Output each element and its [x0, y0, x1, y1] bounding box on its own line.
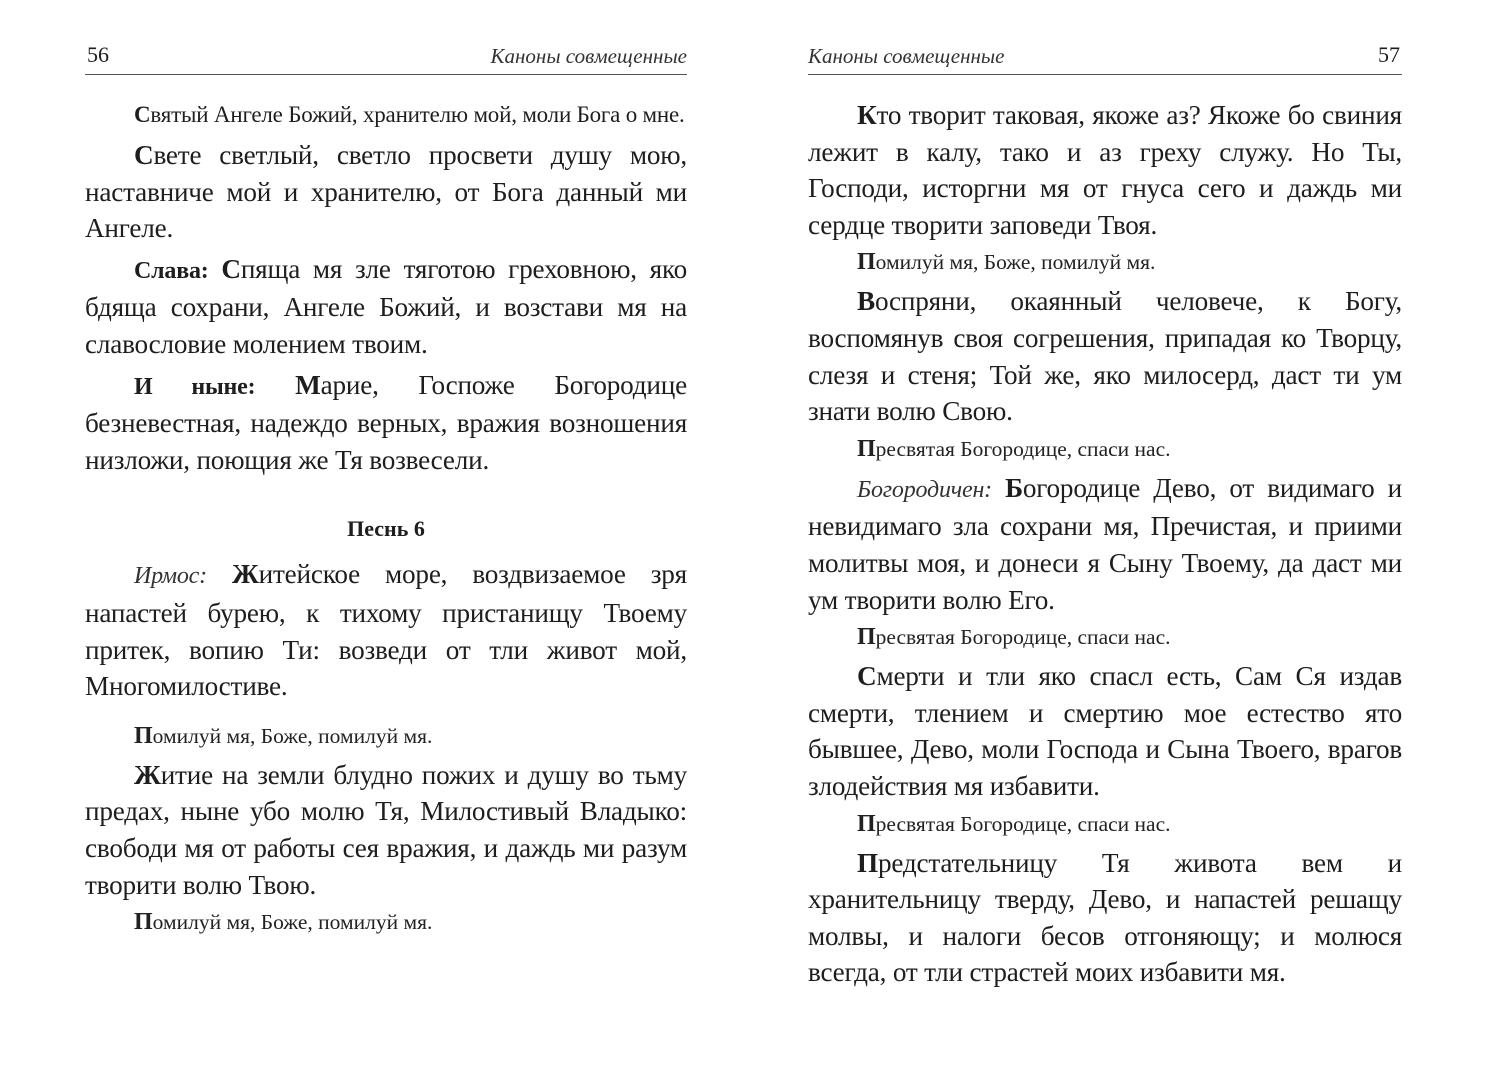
paragraph-text: пяща мя зле тяготою греховною, яко бдяща сохрани, Ангеле Божий, и возстави мя на славословие молением твоим.	[85, 253, 688, 359]
paragraph	[808, 470, 1402, 618]
paragraph	[85, 556, 687, 704]
refrain-text: ресвятая Богородице, спаси нас.	[875, 436, 1171, 461]
paragraph	[85, 251, 687, 363]
running-title: Каноны совмещенные	[808, 44, 1005, 68]
drop-letter: С	[134, 140, 154, 170]
paragraph-text: огородице Дево, от видимаго и невидимаго зла сохрани мя, Пречистая, и приими молитвы моя, и донеси я Сыну Твоему, да даст ми ум творити волю Его.	[808, 472, 1402, 615]
drop-letter: П	[857, 624, 876, 651]
paragraph	[808, 97, 1402, 243]
refrain-text: омилуй мя, Боже, помилуй мя.	[152, 723, 433, 748]
right-page	[808, 0, 1402, 1080]
refrain-text: омилуй мя, Боже, помилуй мя.	[875, 250, 1156, 275]
running-header	[808, 40, 1402, 75]
drop-letter: С	[857, 661, 877, 692]
paragraph	[85, 97, 687, 133]
refrain	[85, 907, 687, 937]
refrain-text: омилуй мя, Боже, помилуй мя.	[152, 910, 433, 935]
paragraph-text: вете светлый, светло просвети душу мою, наставниче мой и хранителю, от Бога данный ми Ангеле.	[85, 140, 687, 244]
refrain-text: ресвятая Богородице, спаси нас.	[875, 625, 1171, 650]
paragraph-text: мерти и тли яко спасл есть, Сам Ся издав смерти, тлением и смертию мое естество ято бывшее, Дево, моли Господа и Сына Твоего, врагов злодействия мя избавити.	[808, 661, 1402, 801]
running-header	[85, 40, 687, 75]
refrain-text: ресвятая Богородице, спаси нас.	[875, 811, 1171, 836]
refrain	[85, 721, 687, 751]
rubric-label: Богородичен:	[857, 476, 992, 503]
refrain	[808, 434, 1402, 464]
paragraph-text: редстательницу Тя живота вем и хранительницу тверду, Дево, и напастей решащу молвы, и налоги бесов отгоняющу; и молюся всегда, от тли страстей моих избавити мя.	[808, 847, 1402, 988]
page-body	[808, 97, 1402, 995]
paragraph	[85, 367, 687, 479]
paragraph-text: вятый Ангеле Божий, хранителю мой, моли Бога о мне.	[150, 102, 685, 127]
paragraph	[808, 658, 1402, 804]
paragraph	[85, 137, 687, 247]
paragraph-text: то творит таковая, якоже аз? Якоже бо свиния лежит в калу, тако и аз греху служу. Но Ты, Господи, исторгни мя от гнуса сего и даждь ми сердце творити заповеди Твоя.	[808, 100, 1402, 240]
section-heading: Песнь 6	[347, 516, 425, 542]
drop-letter: П	[857, 249, 876, 276]
drop-letter: П	[857, 435, 876, 462]
page-number: 56	[87, 42, 109, 67]
paragraph	[85, 757, 687, 903]
paragraph-text: арие, Госпоже Богородице безневестная, надеждо верных, вражия возношения низложи, поющия же Тя возвесели.	[85, 369, 687, 475]
paragraph-text: итие на земли блудно пожих и душу во тьму предах, ныне убо молю Тя, Милостивый Владыко: свободи мя от работы сея вражия, и даждь ми разум творити волю Твою.	[85, 759, 687, 900]
drop-letter: П	[857, 810, 876, 837]
drop-letter: П	[134, 909, 153, 936]
refrain	[808, 809, 1402, 839]
drop-letter: С	[208, 253, 241, 284]
page-number: 57	[1378, 42, 1400, 67]
paragraph	[808, 845, 1402, 991]
left-page	[85, 0, 687, 1080]
refrain	[808, 247, 1402, 277]
drop-letter: П	[857, 847, 878, 878]
drop-letter: С	[134, 102, 151, 127]
rubric-label: Слава:	[134, 257, 209, 284]
running-title: Каноны совмещенные	[490, 44, 687, 68]
drop-letter: В	[857, 286, 875, 317]
drop-letter: Ж	[134, 759, 161, 790]
rubric-label: И ныне:	[134, 373, 256, 400]
page-body	[85, 97, 687, 943]
drop-letter: Ж	[206, 559, 259, 590]
drop-letter: Б	[991, 472, 1023, 503]
drop-letter: М	[255, 369, 321, 400]
rubric-label: Ирмос:	[134, 563, 207, 590]
drop-letter: П	[134, 722, 153, 749]
refrain	[808, 622, 1402, 652]
drop-letter: К	[857, 100, 877, 130]
paragraph-text: итейское море, воздвизаемое зря напастей бурею, к тихому пристанищу Твоему притек, вопию Ти: возведи от тли живот мой, Многомилостиве.	[85, 559, 687, 702]
paragraph-text: оспряни, окаянный человече, к Богу, воспомянув своя согрешения, припадая ко Творцу, слезя и стеня; Той же, яко милосерд, даст ти ум знати волю Свою.	[808, 286, 1402, 427]
paragraph	[808, 283, 1402, 429]
